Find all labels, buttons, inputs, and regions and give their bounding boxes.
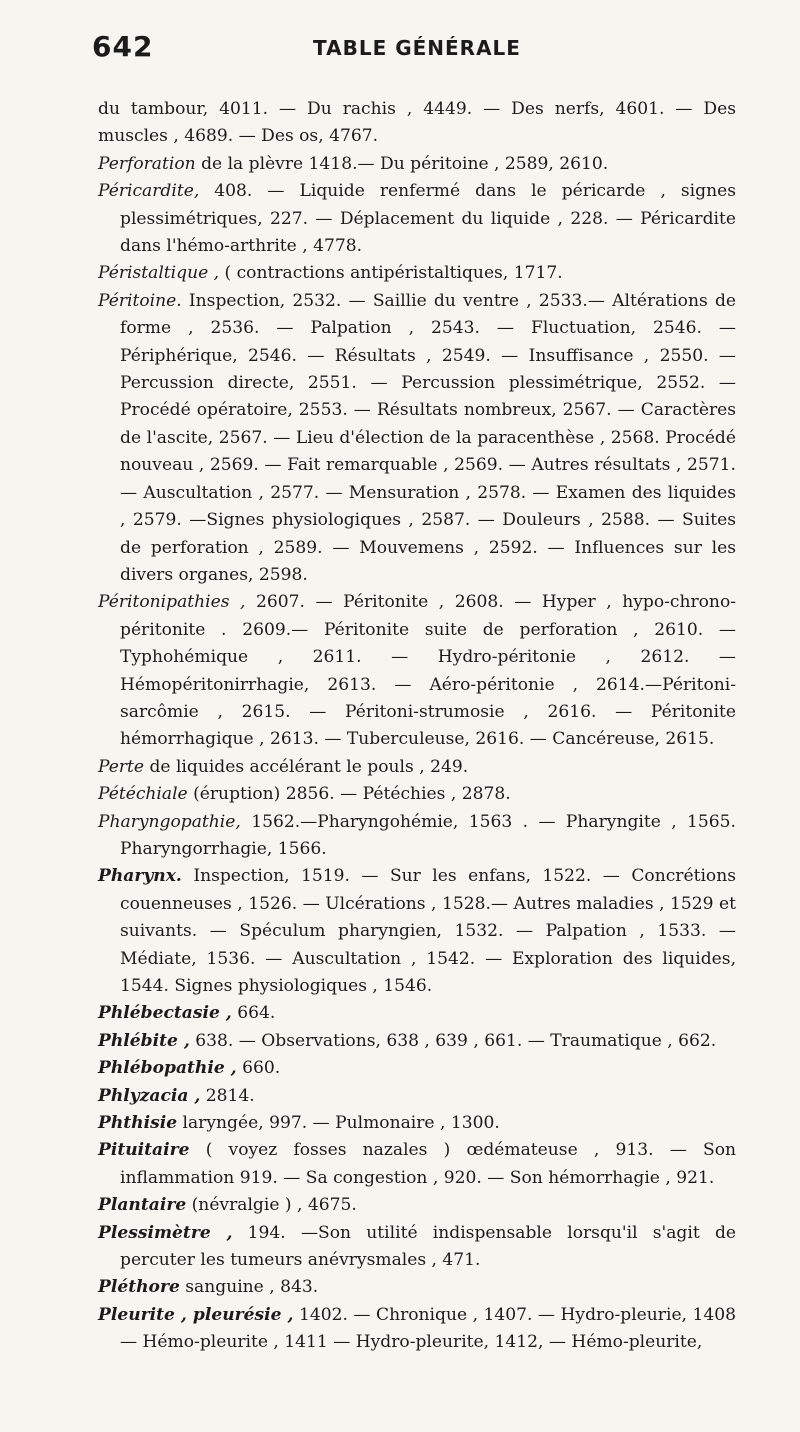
entry-text: Inspection, 2532. — Saillie du ventre , 2533.— Altérations de forme , 2536. — Palpation , 2543. — Fluctuation, 2546. — Périphérique, 2546. — Résultats , 2549. — Insuffisance , 2550. — Percussion directe, 2551. — Percussion plessimétrique, 2552. — Procédé opératoire, 2553. — Résultats nombreux, 2567. — Caractères de l'ascite, 2567. — Lieu d'élection de la paracenthèse , 2568. Procédé nouveau , 2569. — Fait remarquable , 2569. — Autres résultats , 2571. — Auscultation , 2577. — Mensuration , 2578. — Examen des liquides , 2579. —Signes physiologiques , 2587. — Douleurs , 2588. — Suites de perforation , 2589. — Mouvemens , 2592. — Influences sur les divers organes, 2598. — [120, 290, 736, 585]
entry-head: Pleurite , pleurésie , — [98, 1304, 294, 1325]
entry-text: ( contractions antipéristaltiques, 1717. — [219, 263, 563, 284]
entry-text: laryngée, 997. — Pulmonaire , 1300. — [177, 1113, 500, 1134]
entry-head: Péristaltique , — [98, 263, 220, 284]
entry-head: Plessimètre , — [98, 1222, 233, 1243]
page-number: 642 — [92, 30, 154, 63]
entry-head: Phlébopathie , — [98, 1058, 237, 1079]
entry-text: (névralgie ) , 4675. — [186, 1195, 357, 1216]
entry-text: 2814. — [200, 1085, 255, 1106]
index-entry — [98, 260, 736, 287]
index-entry — [98, 96, 736, 151]
entry-head: Phlébectasie , — [98, 1003, 232, 1024]
entry-head: Pléthore — [98, 1277, 180, 1298]
entry-head: Péritonipathies , — [98, 592, 246, 613]
index-entry — [98, 1302, 736, 1357]
index-entry — [98, 1274, 736, 1301]
entry-head: Pharynx. — [98, 866, 182, 887]
entry-head: Pétéchiale — [98, 784, 188, 805]
index-entry — [98, 1220, 736, 1275]
entry-text: 638. — Observations, 638 , 639 , 661. — Traumatique , 662. — [189, 1030, 717, 1051]
entry-text: 408. — Liquide renfermé dans le péricarde , signes plessimétriques, 227. — Déplacement du liquide , 228. — Péricardite dans l'hémo-arthrite , 4778. — [120, 181, 736, 257]
index-entry — [98, 1192, 736, 1219]
index-entry — [98, 754, 736, 781]
entry-head: Pharyngopathie, — [98, 811, 241, 832]
entry-head: Perforation — [98, 153, 196, 174]
entry-head: Perte — [98, 756, 145, 777]
index-entry — [98, 809, 736, 864]
entry-text: 194. —Son utilité indispensable lorsqu'il s'agit de percuter les tumeurs anévrysmales , 471. — [120, 1222, 737, 1271]
entry-text: de liquides accélérant le pouls , 249. — [144, 756, 469, 777]
index-entry — [98, 178, 736, 260]
index-entry — [98, 1000, 736, 1027]
entry-text: 2607. — Péritonite , 2608. — Hyper , hypo-chrono-péritonite . 2609.— Péritonite suite de perforation , 2610. — Typhohémique , 2611. — Hydro-péritonie , 2612. — Hémopéritonirrhagie, 2613. — Aéro-péritonie , 2614.—Péritoni-sarcômie , 2615. — Péritoni-strumosie , 2616. — Péritonite hémorrhagique , 2613. — Tuberculeuse, 2616. — Cancéreuse, 2615. — [120, 592, 737, 750]
entry-head: Pituitaire — [98, 1140, 190, 1161]
entry-text: ( voyez fosses nazales ) œdémateuse , 913. — Son inflammation 919. — Sa congestion , 920. — Son hémorrhagie , 921. — [120, 1140, 736, 1188]
entry-text: 1562.—Pharyngohémie, 1563 . — Pharyngite , 1565. Pharyngorrhagie, 1566. — [120, 811, 736, 859]
entry-head: Phlyzacia , — [98, 1085, 201, 1106]
entry-text: du tambour, 4011. — Du rachis , 4449. — Des nerfs, 4601. — Des muscles , 4689. — Des os, 4767. — [98, 99, 736, 147]
entry-text: 664. — [231, 1003, 276, 1024]
index-entry — [98, 781, 736, 808]
index-entry — [98, 1055, 736, 1082]
index-entry — [98, 151, 736, 178]
index-entry — [98, 288, 736, 589]
entry-head: Péritoine. — [98, 290, 182, 311]
entry-text: de la plèvre 1418.— Du péritoine , 2589, 2610. — [195, 153, 609, 174]
index-entry — [98, 1083, 736, 1110]
index-entry — [98, 1137, 736, 1192]
index-entry — [98, 1028, 736, 1055]
index-entry — [98, 589, 736, 753]
index-entry — [98, 863, 736, 1000]
entry-text: 1402. — Chronique , 1407. — Hydro-pleurie, 1408 — Hémo-pleurite , 1411 — Hydro-pleurite, 1412, — Hémo-pleurite, — [120, 1304, 736, 1353]
index-entries — [98, 96, 736, 1357]
running-head: TABLE GÉNÉRALE — [313, 36, 521, 60]
entry-head: Plantaire — [98, 1195, 187, 1216]
entry-text: (éruption) 2856. — Pétéchies , 2878. — [187, 784, 511, 805]
entry-head: Phthisie — [98, 1113, 178, 1134]
entry-text: Inspection, 1519. — Sur les enfans, 1522. — Concrétions couenneuses , 1526. — Ulcérations , 1528.— Autres maladies , 1529 et suivants. — Spéculum pharyngien, 1532. — Palpation , 1533. — Médiate, 1536. — Auscultation , 1542. — Exploration des liquides, 1544. Signes physiologiques , 1546. — [120, 866, 736, 996]
page-header — [92, 30, 736, 70]
entry-head: Péricardite, — [98, 181, 200, 202]
entry-text: 660. — [236, 1058, 281, 1079]
index-entry — [98, 1110, 736, 1137]
entry-head: Phlébite , — [98, 1030, 190, 1051]
entry-text: sanguine , 843. — [179, 1277, 319, 1298]
